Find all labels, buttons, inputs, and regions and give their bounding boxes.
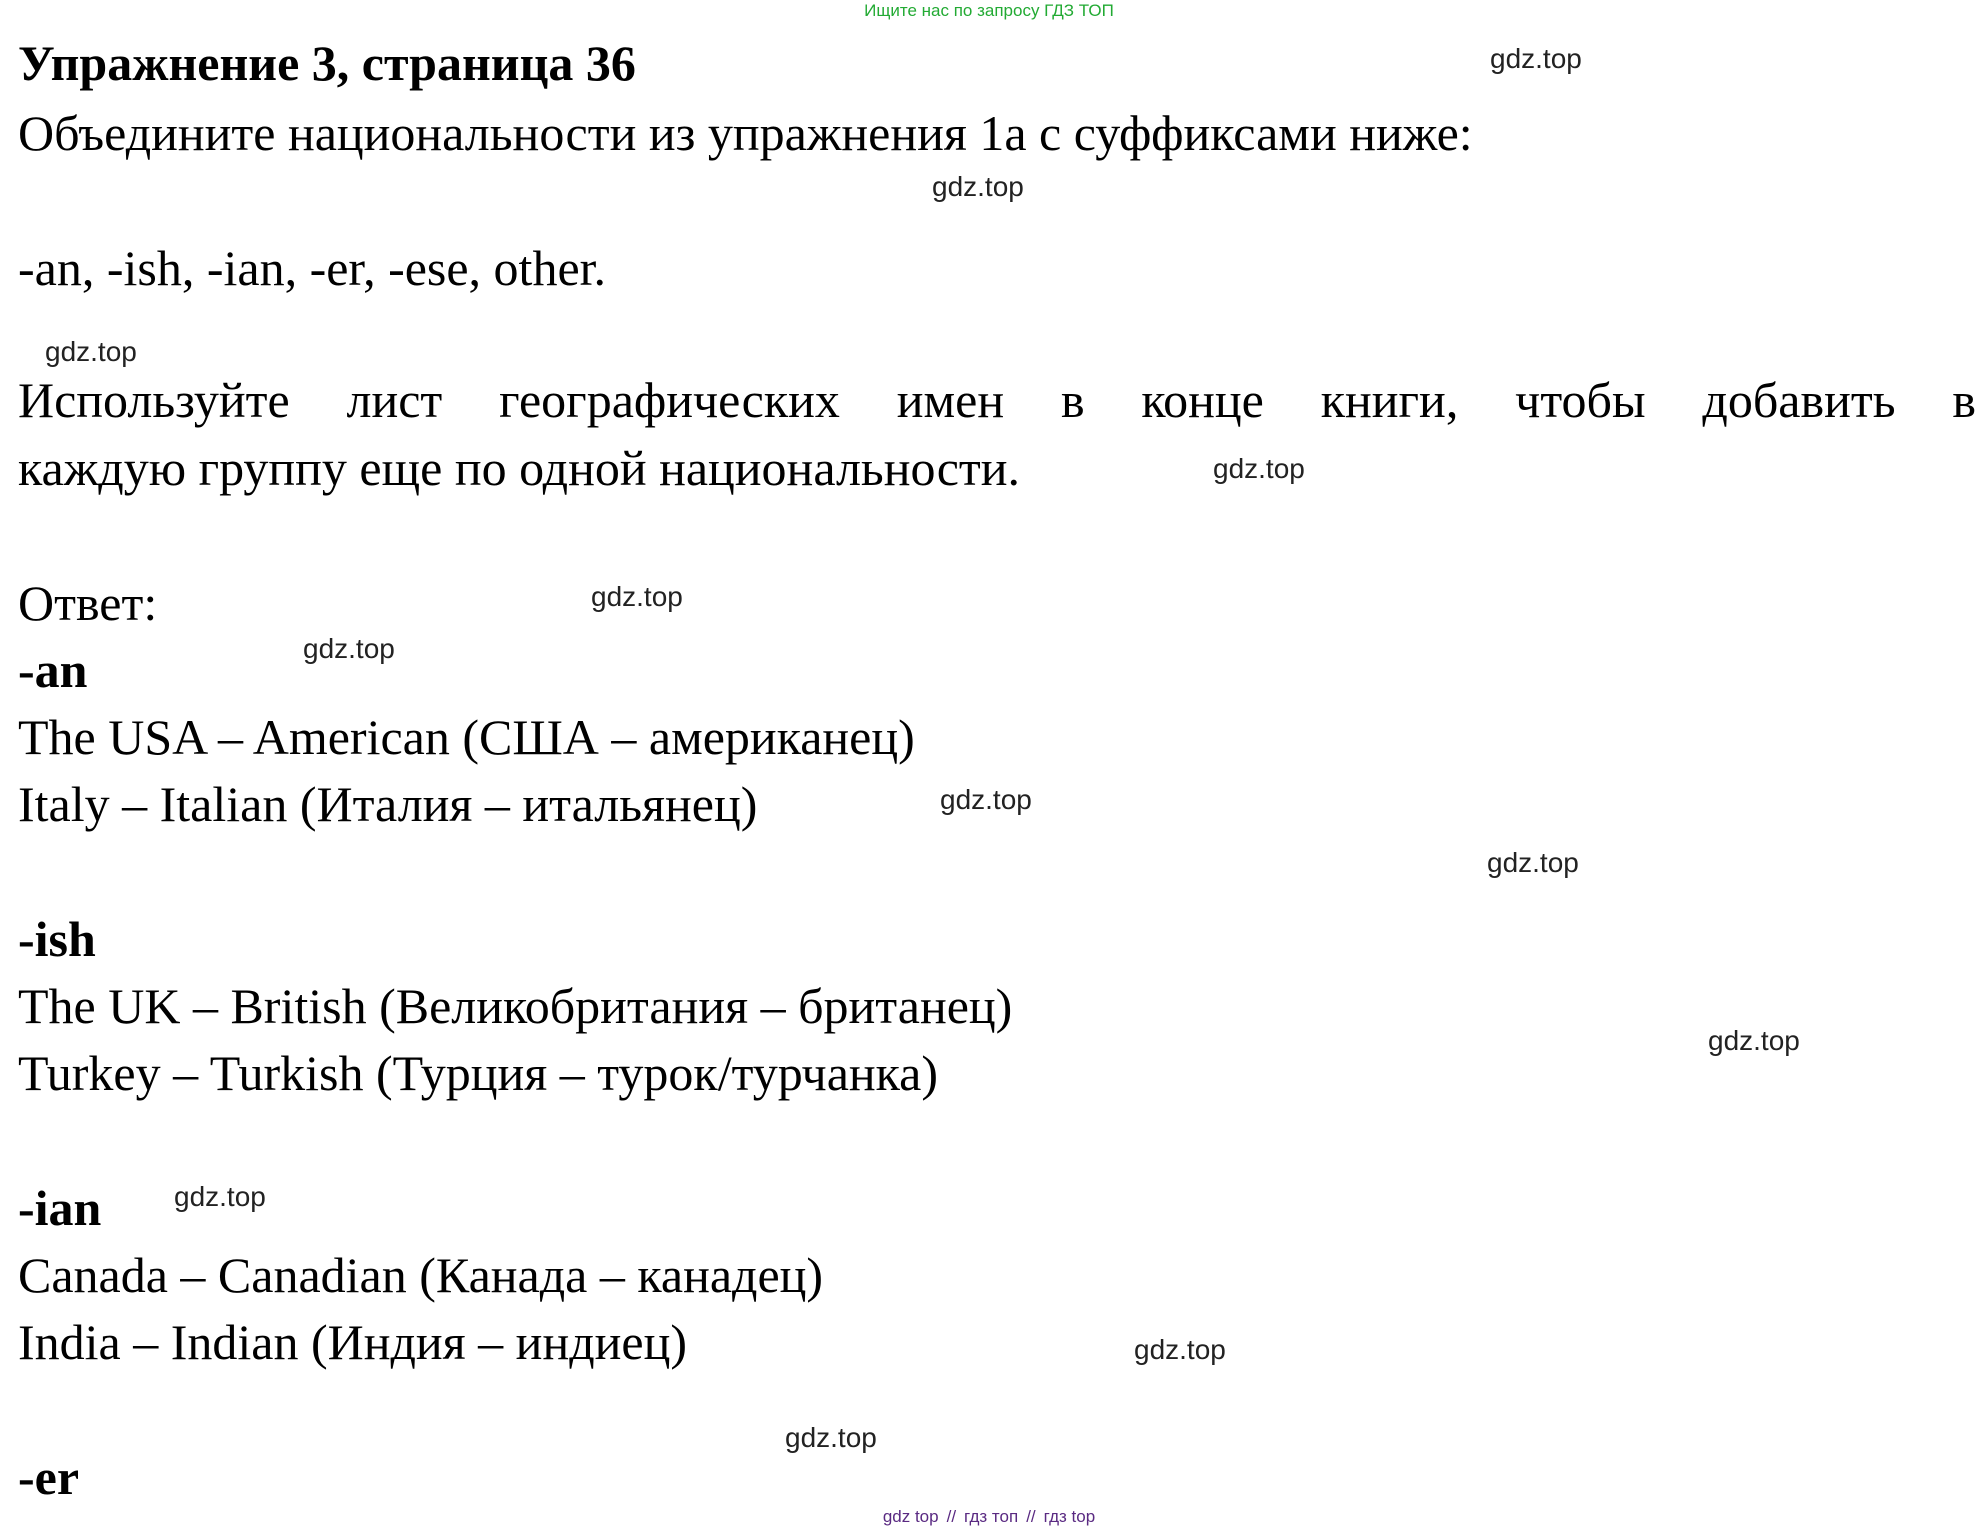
group-item: Italy – Italian (Италия – итальянец) — [18, 776, 758, 832]
watermark: gdz.top — [174, 1181, 266, 1212]
group-item: The UK – British (Великобритания – британец) — [18, 978, 1013, 1034]
watermark: gdz.top — [1134, 1334, 1226, 1365]
watermark: gdz.top — [591, 581, 683, 612]
watermark: gdz.top — [303, 633, 395, 664]
footer-link[interactable]: гдз top — [1043, 1507, 1096, 1526]
group-heading-er: -er — [18, 1449, 80, 1505]
watermark: gdz.top — [1490, 43, 1582, 74]
watermark: gdz.top — [1213, 453, 1305, 484]
footer-link[interactable]: гдз топ — [964, 1507, 1019, 1526]
group-heading-ish: -ish — [18, 911, 96, 967]
suffix-list: -an, -ish, -ian, -er, -ese, other. — [18, 240, 607, 296]
watermark: gdz.top — [940, 784, 1032, 815]
instruction-text: Объедините национальности из упражнения 1а с суффиксами ниже: — [18, 105, 1473, 161]
group-heading-ian: -ian — [18, 1180, 102, 1236]
watermark: gdz.top — [1487, 847, 1579, 878]
top-banner: Ищите нас по запросу ГДЗ ТОП — [864, 1, 1114, 20]
group-item: India – Indian (Индия – индиец) — [18, 1314, 687, 1370]
page-title: Упражнение 3, страница 36 — [18, 35, 636, 91]
footer-link[interactable]: gdz top — [882, 1507, 939, 1526]
answer-label: Ответ: — [18, 575, 158, 631]
watermark: gdz.top — [932, 171, 1024, 202]
footer-separator: // — [946, 1507, 957, 1526]
watermark: gdz.top — [785, 1422, 877, 1453]
task-text-line-1: Используйте лист географических имен в конце книги, чтобы добавить в — [18, 372, 1976, 428]
group-item: Turkey – Turkish (Турция – турок/турчанка) — [18, 1045, 939, 1101]
footer-separator: // — [1026, 1507, 1036, 1526]
watermark: gdz.top — [1708, 1025, 1800, 1056]
group-item: Canada – Canadian (Канада – канадец) — [18, 1247, 824, 1303]
group-heading-an: -an — [18, 642, 88, 698]
group-item: The USA – American (США – американец) — [18, 709, 915, 765]
footer-links — [0, 1508, 1978, 1525]
task-text-line-2: каждую группу еще по одной национальности. — [18, 440, 1021, 496]
watermark: gdz.top — [45, 336, 137, 367]
